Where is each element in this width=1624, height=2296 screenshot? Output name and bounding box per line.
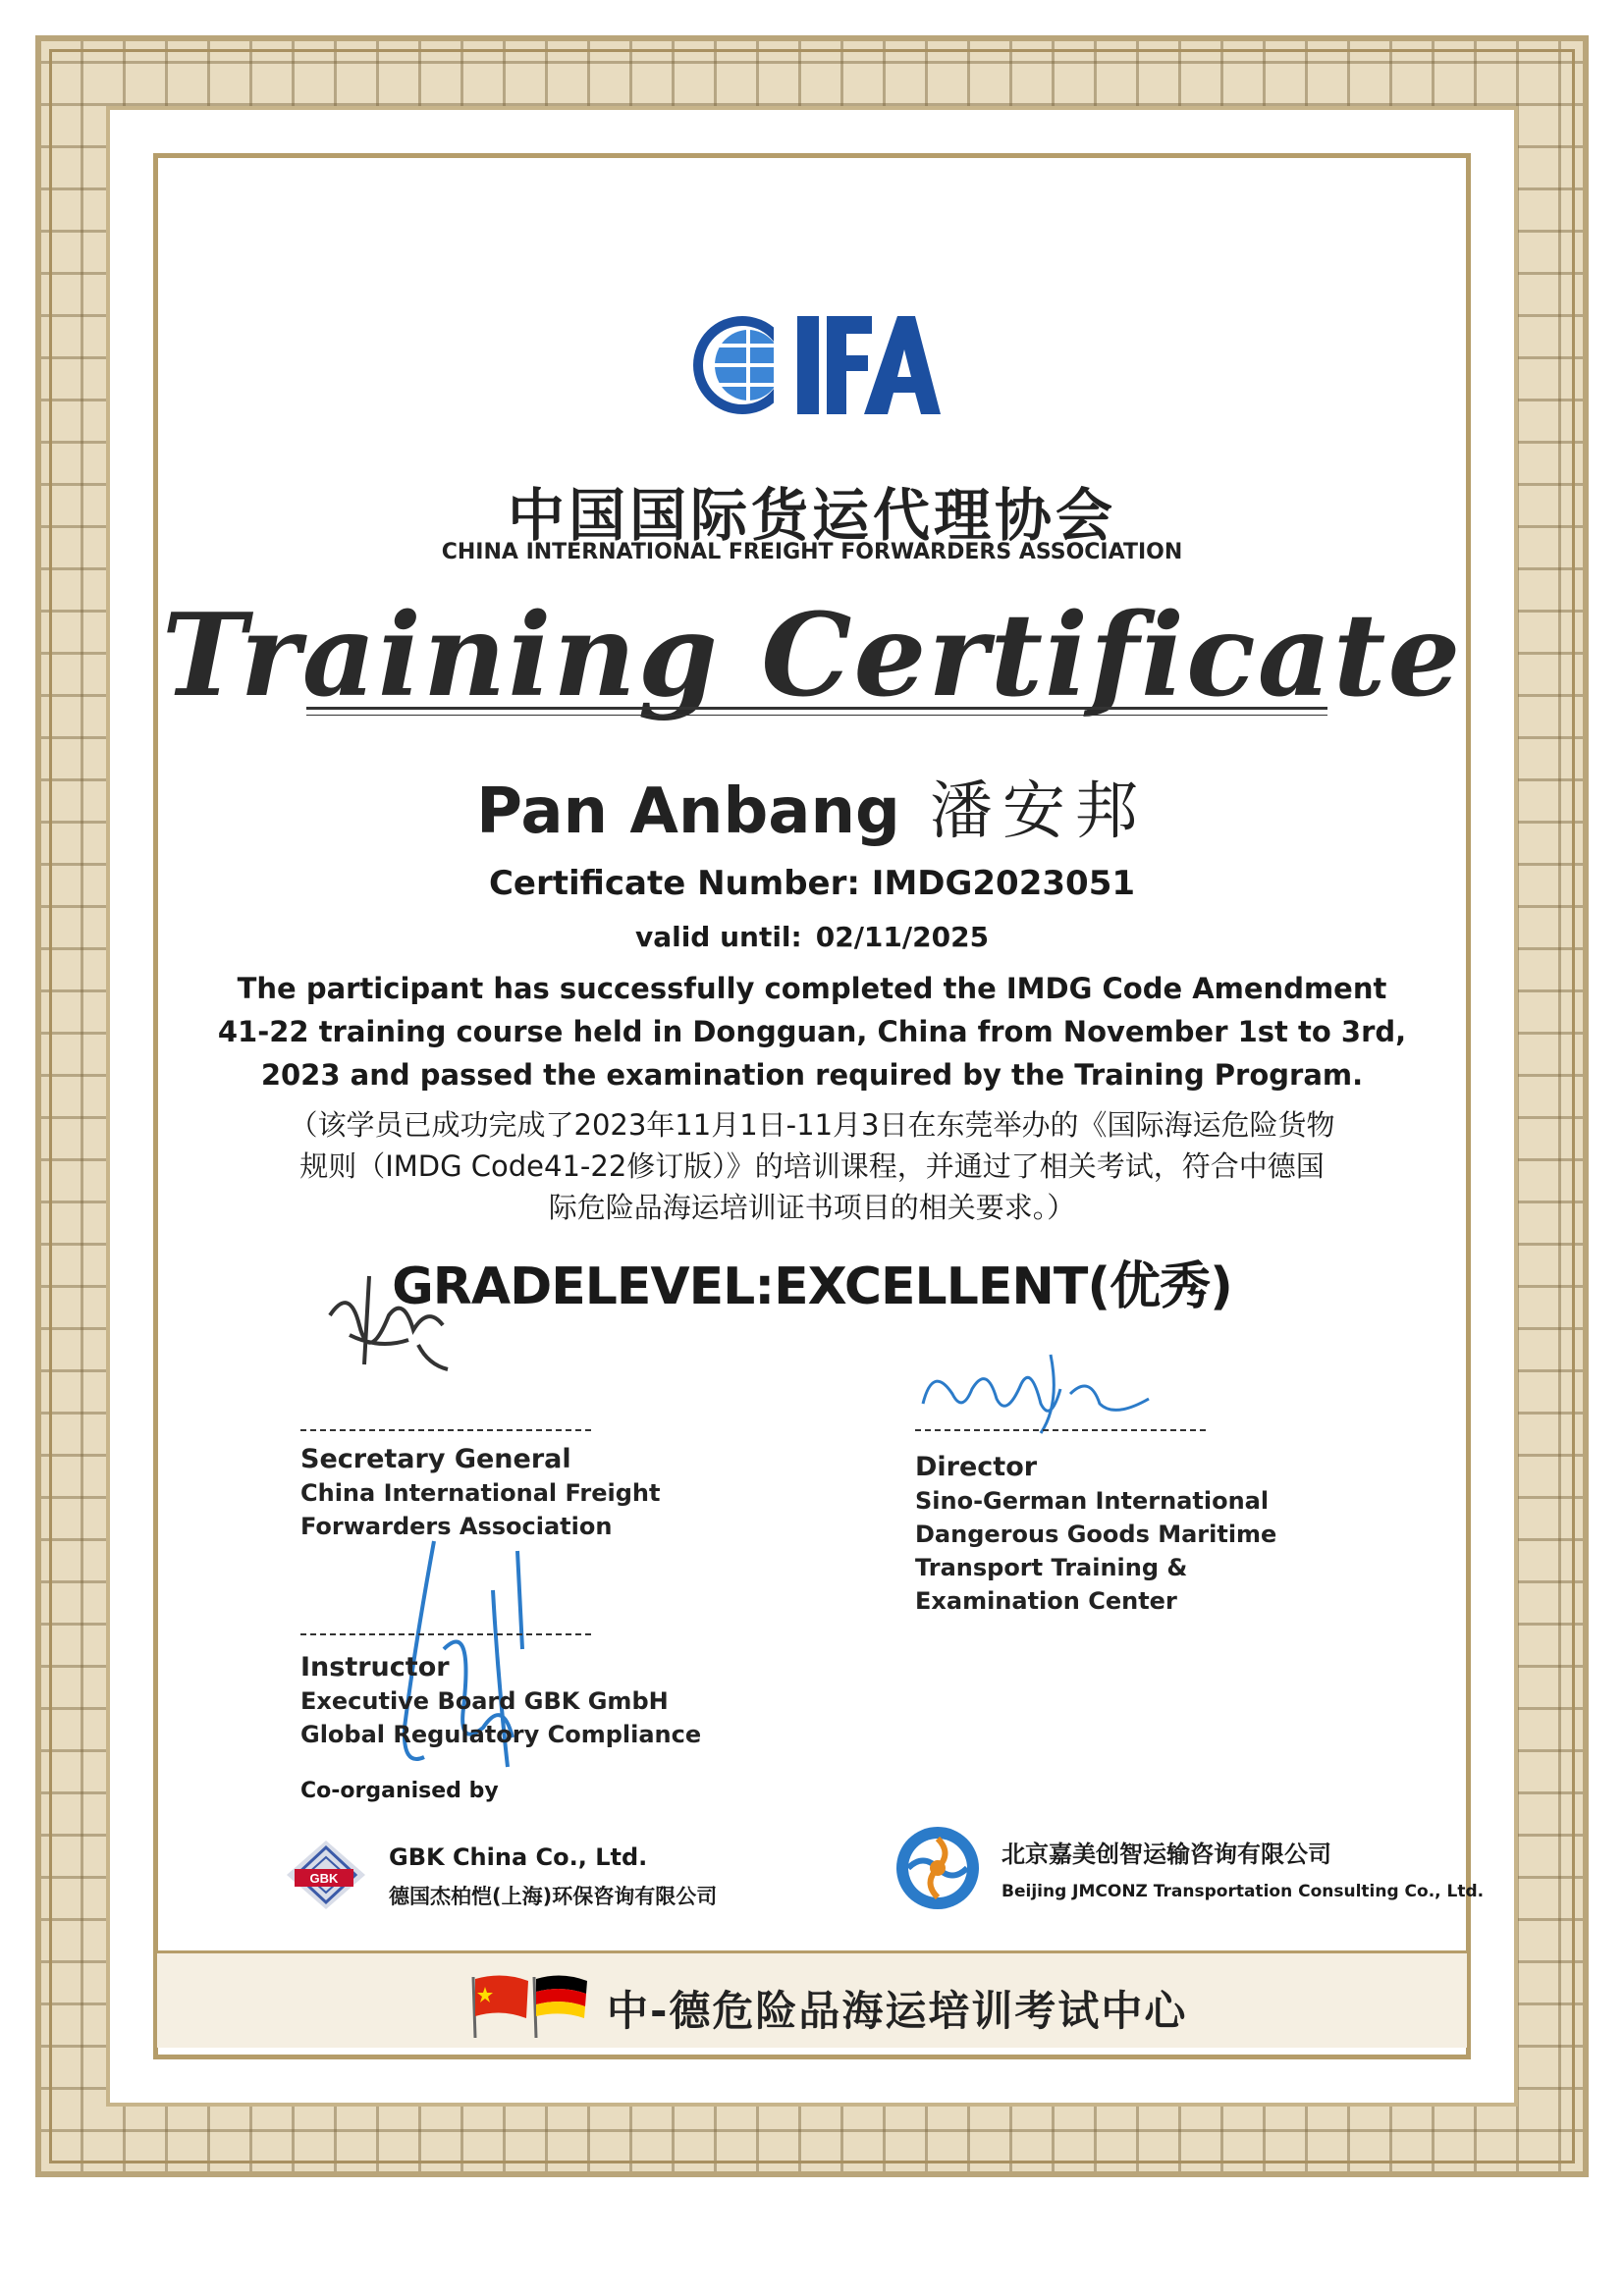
jmconz-name-cn: 北京嘉美创智运输咨询有限公司 <box>1001 1841 1331 1868</box>
valid-label: valid until: <box>634 921 802 953</box>
valid-date: 02/11/2025 <box>815 921 990 953</box>
body-text-cn <box>0 1104 1624 1228</box>
grade-level: GRADELEVEL:EXCELLENT(优秀) <box>392 1257 1232 1316</box>
svg-text:GBK: GBK <box>309 1871 339 1886</box>
recipient-name <box>0 761 1624 851</box>
body-text-en <box>0 967 1624 1096</box>
director-block <box>915 1451 1276 1618</box>
director-org: Examination Center <box>915 1587 1177 1615</box>
footer-center-name: 中-德危险品海运培训考试中心 <box>607 1987 1188 2035</box>
jmconz-name-en: Beijing JMCONZ Transportation Consulting Co., Ltd. <box>1001 1882 1485 1901</box>
instructor-block <box>300 1651 701 1751</box>
body-cn-line: （该学员已成功完成了2023年11月1日-11月3日在东莞举办的《国际海运危险货物 <box>289 1108 1335 1142</box>
gbk-company <box>389 1838 717 1916</box>
director-signature <box>913 1335 1159 1443</box>
instructor-org: Global Regulatory Compliance <box>300 1721 702 1748</box>
body-en-line: 41-22 training course held in Dongguan, China from November 1st to 3rd, <box>217 1015 1407 1048</box>
coorganised-label: Co-organised by <box>300 1779 499 1803</box>
valid-until <box>0 921 1624 953</box>
secretary-org: China International Freight <box>300 1479 661 1507</box>
body-en-line: The participant has successfully completed the IMDG Code Amendment <box>237 972 1387 1005</box>
secretary-signature <box>310 1256 477 1384</box>
secretary-block <box>300 1443 660 1543</box>
director-signature-line <box>915 1429 1206 1431</box>
instructor-role: Instructor <box>300 1652 450 1682</box>
org-name-cn: 中国国际货运代理协会 <box>507 482 1116 549</box>
gbk-logo <box>277 1836 375 1914</box>
title-underline-thin <box>306 715 1327 716</box>
org-name-en: CHINA INTERNATIONAL FREIGHT FORWARDERS ASSOCIATION <box>441 540 1183 564</box>
body-cn-line: 规则（IMDG Code41-22修订版）》的培训课程，并通过了相关考试，符合中德国 <box>299 1149 1325 1183</box>
cifa-logo <box>687 294 943 432</box>
instructor-signature-line <box>300 1633 591 1635</box>
director-org: Dangerous Goods Maritime <box>915 1521 1277 1548</box>
gbk-name-cn: 德国杰柏恺(上海)环保咨询有限公司 <box>389 1885 718 1908</box>
gbk-name-en: GBK China Co., Ltd. <box>389 1843 648 1871</box>
instructor-org: Executive Board GBK GmbH <box>300 1687 669 1715</box>
jmconz-logo <box>893 1824 982 1912</box>
director-org: Transport Training & <box>915 1554 1188 1581</box>
title-underline <box>306 707 1327 710</box>
director-org: Sino-German International <box>915 1487 1270 1515</box>
body-en-line: 2023 and passed the examination required by the Training Program. <box>260 1058 1364 1092</box>
body-cn-line: 际危险品海运培训证书项目的相关要求。） <box>548 1191 1076 1224</box>
director-role: Director <box>915 1452 1038 1482</box>
recipient-name-cn: 潘安邦 <box>929 775 1148 848</box>
secretary-org: Forwarders Association <box>300 1513 613 1540</box>
certificate-title: Training Certificate <box>161 589 1463 722</box>
china-germany-flags-icon <box>463 1969 591 2040</box>
secretary-signature-line <box>300 1429 591 1431</box>
secretary-role: Secretary General <box>300 1444 571 1474</box>
certificate-number: Certificate Number: IMDG2023051 <box>488 864 1136 903</box>
jmconz-company <box>1001 1836 1484 1910</box>
recipient-name-en: Pan Anbang <box>476 775 900 848</box>
